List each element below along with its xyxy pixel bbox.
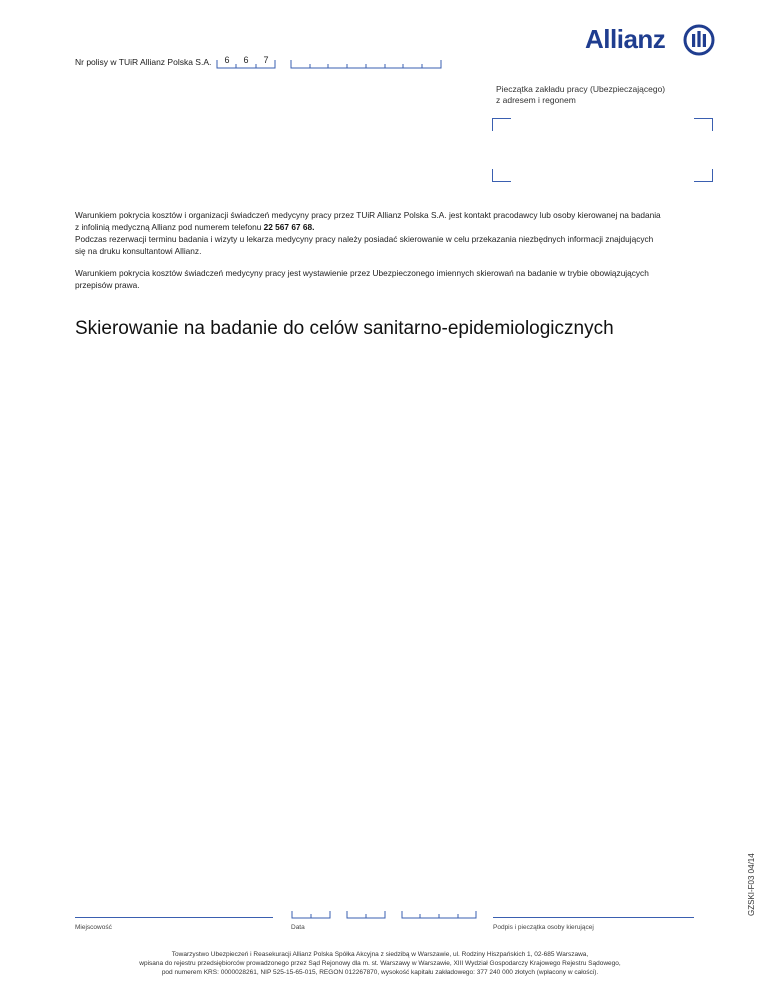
info-para1-line4: się na druku konsultantowi Allianz.: [75, 246, 202, 256]
place-input[interactable]: [75, 917, 273, 918]
date-year-input[interactable]: [401, 911, 477, 918]
policy-number-label: Nr polisy w TUiR Allianz Polska S.A.: [75, 57, 212, 67]
date-day-input[interactable]: [291, 911, 331, 918]
form-code: GZSKI-F03 04/14: [747, 853, 756, 916]
policy-digit-1: 6: [224, 55, 230, 65]
policy-prefix-boxes: [216, 55, 276, 69]
hotline-phone: 22 567 67 68.: [263, 222, 315, 232]
legal-footer: Towarzystwo Ubezpieczeń i Reasekuracji Allianz Polska Spółka Akcyjna z siedzibą w Warszawie, ul. Rodziny Hiszpańskich 1, 02-685 Warszawa, wpisana do rejestru przedsiębiorców prowadzonego przez Sąd Rejonowy dla m. st. Warszawy w Warszawie, XIII Wydział Gospodarczy Krajowego Rejestru Sądowego, pod numerem KRS: 0000028261, NIP 525-15-65-015, REGON 012267870, wysokość kapitału zakładowego: 377 240 000 złotych (wpłacony w całości).: [139, 951, 621, 976]
date-label: Data: [291, 924, 305, 931]
policy-digit-3: 7: [263, 55, 269, 65]
info-para1-line1: Warunkiem pokrycia kosztów i organizacji świadczeń medycyny pracy przez TUiR Allianz Polska S.A. jest kontakt pracodawcy lub osoby kierowanej na badania: [75, 210, 661, 220]
signature-label: Podpis i pieczątka osoby kierującej: [493, 924, 594, 931]
stamp-caption: Pieczątka zakładu pracy (Ubezpieczającego) z adresem i regonem: [496, 84, 666, 105]
info-para2-line2: przepisów prawa.: [75, 280, 140, 290]
date-month-input[interactable]: [346, 911, 386, 918]
page-title: Skierowanie na badanie do celów sanitarno-epidemiologicznych: [75, 318, 614, 339]
allianz-eagle-logo-icon: [683, 24, 715, 56]
info-para1-line2: z infolinią medyczną Allianz pod numerem telefonu: [75, 222, 264, 232]
info-para2-line1: Warunkiem pokrycia kosztów świadczeń medycyny pracy jest wystawienie przez Ubezpieczonego imiennych skierowań na badanie w trybie obowiązujących: [75, 268, 649, 278]
info-text: [75, 209, 705, 301]
signature-input[interactable]: [493, 917, 694, 918]
allianz-logo-text: Allianz: [585, 24, 666, 54]
policy-number-input[interactable]: [290, 55, 442, 69]
place-label: Miejscowość: [75, 924, 112, 931]
info-para1-line3: Podczas rezerwacji terminu badania i wizyty u lekarza medycyny pracy należy posiadać skierowanie w celu przekazania niezbędnych informacji znajdujących: [75, 234, 654, 244]
company-stamp-area[interactable]: [492, 118, 713, 182]
policy-digit-2: 6: [243, 55, 249, 65]
